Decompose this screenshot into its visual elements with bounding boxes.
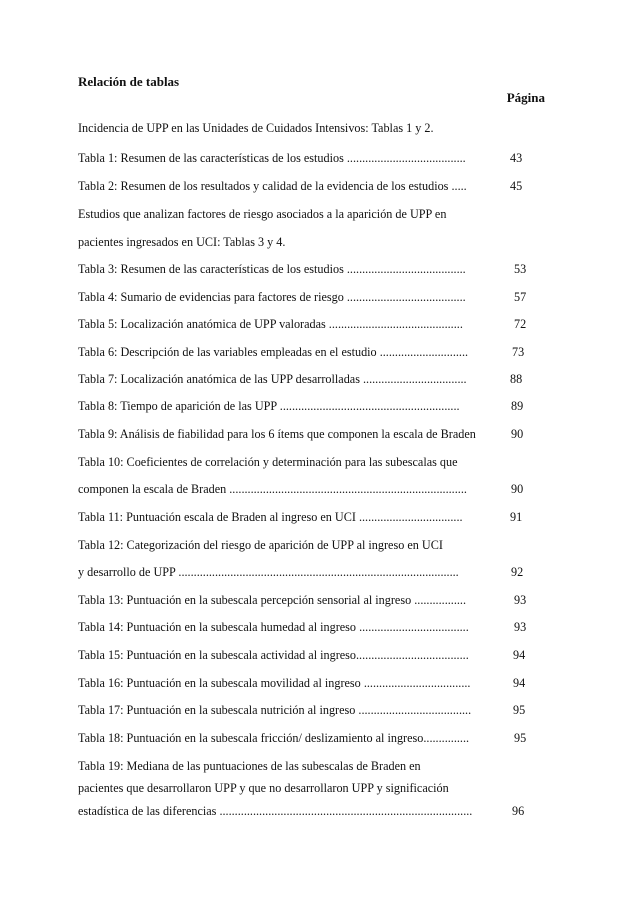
page-number: 43 (510, 151, 523, 165)
toc-line: Tabla 18: Puntuación en la subescala fricción/ deslizamiento al ingreso............... (78, 731, 470, 745)
toc-line: Tabla 11: Puntuación escala de Braden al ingreso en UCI .................................. (78, 510, 463, 524)
toc-line: Tabla 16: Puntuación en la subescala movilidad al ingreso ................................... (78, 676, 471, 690)
toc-line: Tabla 4: Sumario de evidencias para factores de riesgo ....................................... (78, 290, 466, 304)
toc-line: Tabla 10: Coeficientes de correlación y determinación para las subescalas que (78, 455, 458, 469)
toc-line: Tabla 14: Puntuación en la subescala humedad al ingreso .................................... (78, 620, 469, 634)
page-number: 96 (512, 804, 525, 818)
toc-line: y desarrollo de UPP ............................................................................................ (78, 565, 459, 579)
section-title: Relación de tablas (78, 74, 180, 89)
toc-line: Tabla 17: Puntuación en la subescala nutrición al ingreso ..................................... (78, 703, 472, 717)
page-number: 94 (513, 676, 526, 690)
toc-line: pacientes ingresados en UCI: Tablas 3 y 4. (78, 235, 286, 249)
toc-line: Tabla 19: Mediana de las puntuaciones de las subescalas de Braden en (78, 759, 421, 773)
toc-line: Tabla 5: Localización anatómica de UPP valoradas ............................................ (78, 317, 463, 331)
page-column-header: Página (506, 90, 545, 105)
page-number: 94 (513, 648, 526, 662)
page-number: 93 (514, 593, 527, 607)
toc-line: Tabla 13: Puntuación en la subescala percepción sensorial al ingreso ................. (78, 593, 467, 607)
page-number: 45 (510, 179, 523, 193)
toc-line: Tabla 9: Análisis de fiabilidad para los 6 ítems que componen la escala de Braden (78, 427, 476, 441)
toc-line: Estudios que analizan factores de riesgo asociados a la aparición de UPP en (78, 207, 447, 221)
toc-line: Tabla 2: Resumen de los resultados y calidad de la evidencia de los estudios ..... (78, 179, 467, 193)
toc-line: Tabla 8: Tiempo de aparición de las UPP ........................................................... (78, 399, 460, 413)
toc-line: Tabla 6: Descripción de las variables empleadas en el estudio ............................. (78, 345, 469, 359)
page-number: 95 (513, 703, 526, 717)
page-number: 53 (514, 262, 527, 276)
toc-line: Tabla 12: Categorización del riesgo de aparición de UPP al ingreso en UCI (78, 538, 443, 552)
toc-line: Tabla 3: Resumen de las características de los estudios ....................................... (78, 262, 466, 276)
toc-line: estadística de las diferencias ................................................................................... (78, 804, 473, 818)
toc-line: Tabla 1: Resumen de las características de los estudios ....................................... (78, 151, 466, 165)
page-number: 90 (511, 482, 524, 496)
toc-line: pacientes que desarrollaron UPP y que no desarrollaron UPP y significación (78, 781, 449, 795)
page-number: 93 (514, 620, 527, 634)
page-number: 91 (510, 510, 523, 524)
toc-line: Tabla 7: Localización anatómica de las UPP desarrolladas .................................. (78, 372, 467, 386)
page-number: 88 (510, 372, 523, 386)
page-number: 89 (511, 399, 524, 413)
page-number: 90 (511, 427, 524, 441)
toc-line: componen la escala de Braden .............................................................................. (78, 482, 467, 496)
page-number: 92 (511, 565, 524, 579)
page-number: 73 (512, 345, 525, 359)
toc-line: Tabla 15: Puntuación en la subescala actividad al ingreso..................................... (78, 648, 469, 662)
page-number: 72 (514, 317, 527, 331)
page-number: 57 (514, 290, 527, 304)
page-number: 95 (514, 731, 527, 745)
toc-line: Incidencia de UPP en las Unidades de Cuidados Intensivos: Tablas 1 y 2. (78, 121, 434, 135)
